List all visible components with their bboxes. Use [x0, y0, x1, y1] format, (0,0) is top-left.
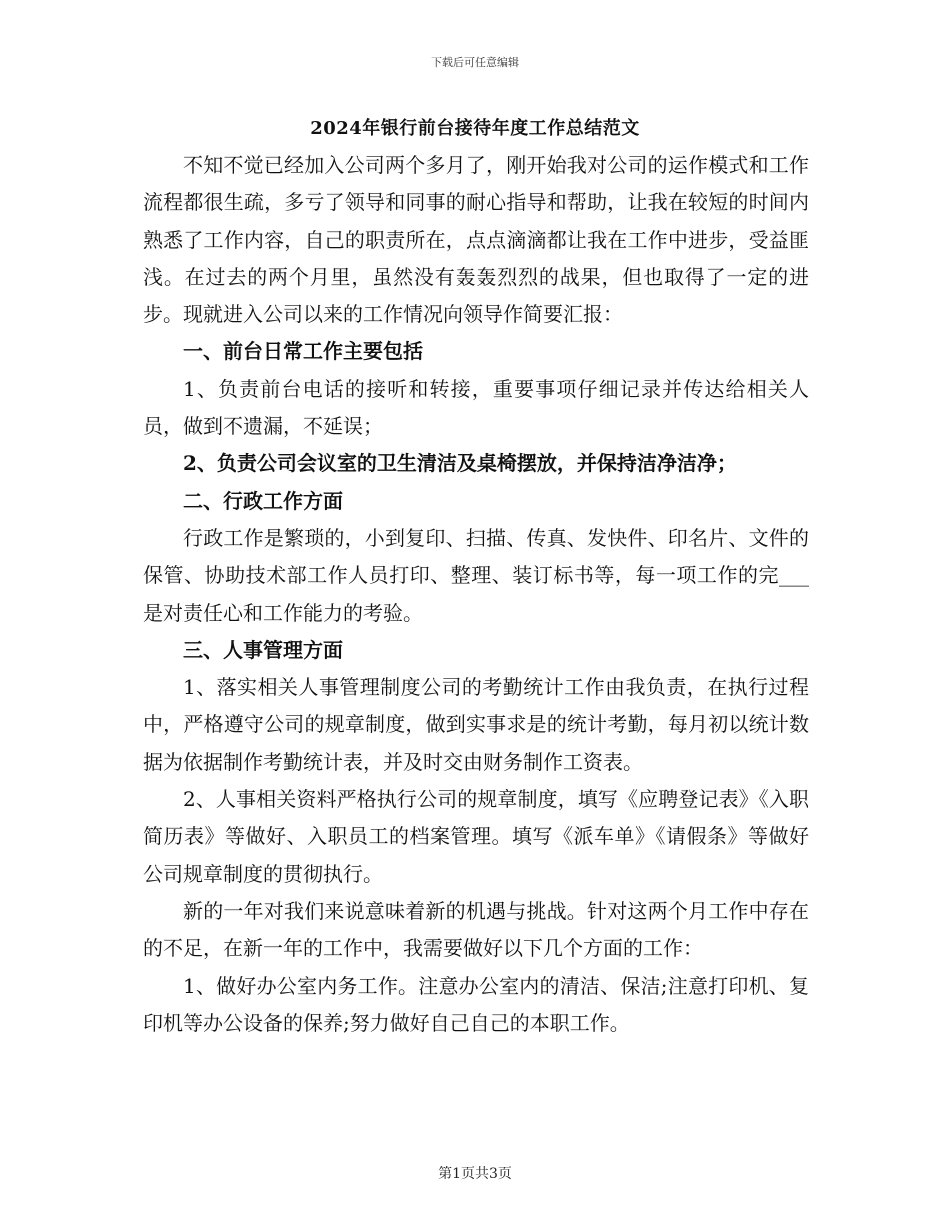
section-heading-hr: 三、人事管理方面	[183, 637, 343, 662]
page-header-note: 下载后可任意编辑	[431, 56, 519, 69]
document-body	[143, 147, 809, 1042]
front-desk-item-2: 2、负责公司会议室的卫生清洁及桌椅摆放，并保持洁净洁净；	[183, 451, 737, 476]
section-heading-admin: 二、行政工作方面	[183, 488, 343, 513]
page-number-footer: 第1页共3页	[438, 1166, 512, 1182]
section-heading-front-desk: 一、前台日常工作主要包括	[183, 339, 423, 364]
intro-paragraph: 不知不觉已经加入公司两个多月了，刚开始我对公司的运作模式和工作流程都很生疏，多亏了领导和同事的耐心指导和帮助，让我在较短的时间内熟悉了工作内容，自己的职责所在，点点滴滴都让我在工作中进步，受益匪浅。在过去的两个月里，虽然没有轰轰烈烈的战果，但也取得了一定的进步。现就进入公司以来的工作情况向领导作简要汇报：	[143, 153, 809, 327]
admin-paragraph: 行政工作是繁琐的，小到复印、扫描、传真、发快件、印名片、文件的保管、协助技术部工作人员打印、整理、装订标书等，每一项工作的完___是对责任心和工作能力的考验。	[143, 525, 809, 625]
new-year-paragraph: 新的一年对我们来说意味着新的机遇与挑战。针对这两个月工作中存在的不足，在新一年的工作中，我需要做好以下几个方面的工作：	[143, 898, 809, 961]
hr-item-1: 1、落实相关人事管理制度公司的考勤统计工作由我负责，在执行过程中，严格遵守公司的规章制度，做到实事求是的统计考勤，每月初以统计数据为依据制作考勤统计表，并及时交由财务制作工资表。	[143, 675, 809, 774]
hr-item-2: 2、人事相关资料严格执行公司的规章制度，填写《应聘登记表》《入职简历表》等做好、入职员工的档案管理。填写《派车单》《请假条》等做好公司规章制度的贯彻执行。	[143, 787, 809, 886]
plan-item-1: 1、做好办公室内务工作。注意办公室内的清洁、保洁;注意打印机、复印机等办公设备的保养;努力做好自己自己的本职工作。	[143, 973, 809, 1035]
front-desk-item-1: 1、负责前台电话的接听和转接，重要事项仔细记录并传达给相关人员，做到不遗漏，不延误；	[143, 376, 809, 439]
document-title: 2024年银行前台接待年度工作总结范文	[310, 118, 640, 139]
